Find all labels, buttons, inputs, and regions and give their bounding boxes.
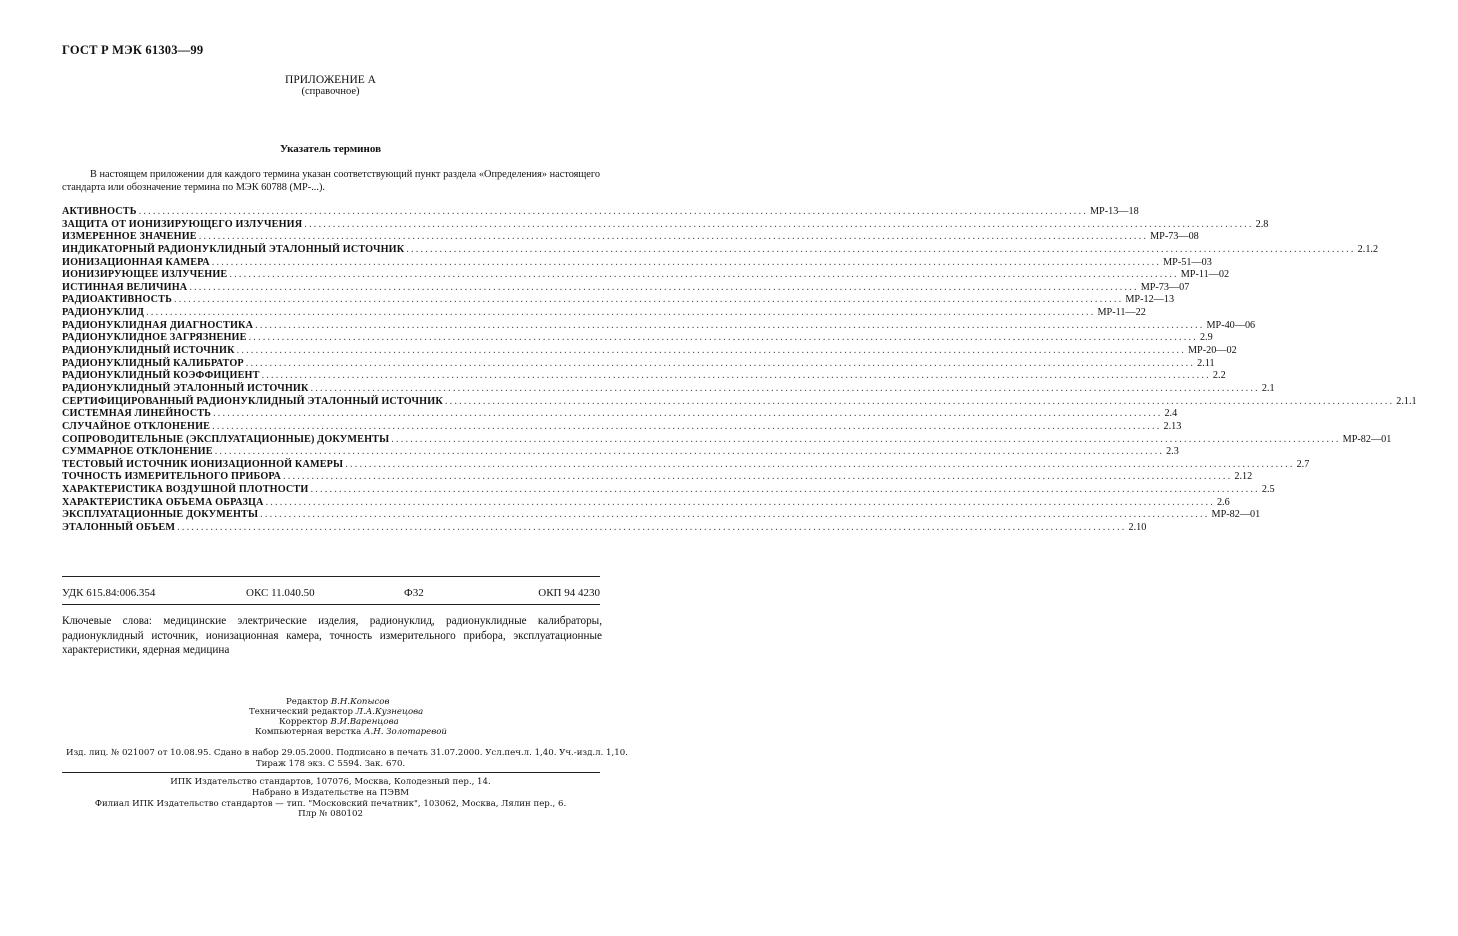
term-reference: МР-51—03 (1163, 256, 1212, 268)
leader-dots: ........................................................................................................................................................................................................ (146, 307, 1096, 319)
term-reference: МР-73—07 (1140, 281, 1190, 293)
term-row (62, 395, 1417, 409)
term-row (62, 307, 1146, 320)
term-name: РАДИОНУКЛИДНАЯ ДИАГНОСТИКА (62, 319, 254, 331)
term-name: ТЕСТОВЫЙ ИСТОЧНИК ИОНИЗАЦИОННОЙ КАМЕРЫ (62, 458, 344, 470)
credit-editor: Редактор В.Н.Копысов (286, 697, 390, 707)
term-name: ЗАЩИТА ОТ ИОНИЗИРУЮЩЕГО ИЗЛУЧЕНИЯ (62, 218, 303, 230)
term-reference: МР-82—01 (1211, 509, 1261, 521)
term-name: СЛУЧАЙНОЕ ОТКЛОНЕНИЕ (62, 420, 211, 432)
term-row (62, 269, 1230, 282)
leader-dots: ........................................................................................................................................................................................................ (310, 382, 1260, 394)
term-row (62, 433, 1392, 447)
leader-dots: ........................................................................................................................................................................................................ (261, 370, 1211, 382)
term-name: СУММАРНОЕ ОТКЛОНЕНИЕ (62, 446, 213, 458)
leader-dots: ........................................................................................................................................................................................................ (265, 496, 1215, 508)
term-reference: 2.9 (1199, 332, 1213, 344)
appendix-subtitle: (справочное) (301, 86, 360, 97)
term-row (62, 446, 1179, 459)
leader-dots: ........................................................................................................................................................................................................ (260, 509, 1210, 521)
term-row (62, 471, 1253, 484)
term-row (62, 231, 1199, 244)
printer-line-1: ИПК Издательство стандартов, 107076, Москва, Колодезный пер., 14. (170, 777, 491, 787)
okp-code: ОКП 94 4230 (538, 587, 600, 599)
term-name: ХАРАКТЕРИСТИКА ВОЗДУШНОЙ ПЛОТНОСТИ (62, 484, 309, 496)
credit-layout: Компьютерная верстка А.Н. Золотаревой (255, 727, 447, 737)
term-row (62, 382, 1275, 396)
term-name: ХАРАКТЕРИСТИКА ОБЪЕМА ОБРАЗЦА (62, 496, 264, 508)
leader-dots: ........................................................................................................................................................................................................ (444, 395, 1395, 407)
term-row (62, 522, 1147, 535)
divider-printer (62, 772, 600, 773)
leader-dots: ........................................................................................................................................................................................................ (229, 269, 1179, 281)
term-name: СИСТЕМНАЯ ЛИНЕЙНОСТЬ (62, 408, 212, 420)
term-reference: МР-11—22 (1097, 307, 1146, 319)
term-name: РАДИОНУКЛИДНЫЙ ИСТОЧНИК (62, 345, 235, 357)
term-name: ЭКСПЛУАТАЦИОННЫЕ ДОКУМЕНТЫ (62, 509, 259, 521)
document-code: ГОСТ Р МЭК 61303—99 (62, 43, 204, 57)
term-row (62, 496, 1230, 510)
leader-dots: ........................................................................................................................................................................................................ (248, 332, 1198, 344)
term-name: АКТИВНОСТЬ (62, 206, 137, 217)
term-reference: 2.4 (1164, 408, 1178, 420)
keywords: Ключевые слова: медицинские электрические изделия, радионуклид, радионуклидные калибраторы, радионуклидный источник, ионизационная камера, точность измерительного прибора, эксплуатационные характеристики, ядерная медицина (62, 615, 602, 656)
term-row (62, 281, 1190, 295)
appendix-title: ПРИЛОЖЕНИЕ А (285, 74, 376, 86)
term-name: ИНДИКАТОРНЫЙ РАДИОНУКЛИДНЫЙ ЭТАЛОННЫЙ ИСТОЧНИК (62, 243, 405, 255)
divider-top (62, 576, 600, 577)
term-name: ИОНИЗИРУЮЩЕЕ ИЗЛУЧЕНИЕ (62, 269, 228, 281)
term-reference: МР-82—01 (1342, 433, 1392, 445)
term-name: ИЗМЕРЕННОЕ ЗНАЧЕНИЕ (62, 231, 197, 243)
term-reference: 2.1 (1261, 382, 1275, 394)
index-title: Указатель терминов (279, 143, 382, 155)
term-name: РАДИОНУКЛИДНЫЙ КАЛИБРАТОР (62, 357, 244, 369)
terms-list (62, 206, 1417, 535)
printer-block (0, 777, 661, 820)
term-reference: 2.5 (1261, 484, 1275, 496)
term-reference: 2.10 (1128, 522, 1147, 534)
udk-code: УДК 615.84:006.354 (62, 587, 156, 599)
term-name: СОПРОВОДИТЕЛЬНЫЕ (ЭКСПЛУАТАЦИОННЫЕ) ДОКУМЕНТЫ (62, 433, 390, 445)
term-reference: 2.12 (1234, 471, 1253, 483)
term-reference: 2.6 (1216, 496, 1230, 508)
term-row (62, 408, 1178, 421)
term-row (62, 332, 1213, 345)
leader-dots: ........................................................................................................................................................................................................ (189, 281, 1139, 293)
term-reference: 2.1.2 (1357, 243, 1379, 255)
term-row (62, 256, 1212, 270)
term-row (62, 319, 1256, 333)
leader-dots: ........................................................................................................................................................................................................ (310, 484, 1260, 496)
term-reference: 2.8 (1255, 218, 1269, 230)
term-reference: 2.11 (1197, 357, 1215, 369)
leader-dots: ........................................................................................................................................................................................................ (198, 231, 1149, 243)
leader-dots: ........................................................................................................................................................................................................ (345, 458, 1295, 470)
term-row (62, 484, 1275, 497)
term-row (62, 218, 1269, 232)
credit-corrector: Корректор В.И.Варенцова (279, 717, 399, 727)
leader-dots: ........................................................................................................................................................................................................ (283, 471, 1233, 483)
term-row (62, 370, 1226, 383)
printer-line-4: Плр № 080102 (298, 809, 363, 820)
term-row (62, 243, 1379, 257)
oks-code: ОКС 11.040.50 (246, 587, 315, 599)
term-name: ЭТАЛОННЫЙ ОБЪЕМ (62, 522, 176, 534)
leader-dots: ........................................................................................................................................................................................................ (177, 522, 1127, 534)
publication-line-1: Изд. лиц. № 021007 от 10.08.95. Сдано в набор 29.05.2000. Подписано в печать 31.07.2000. Усл.печ.л. 1,40. Уч.-изд.л. 1,10. (66, 748, 628, 758)
term-reference: 2.2 (1212, 370, 1226, 382)
leader-dots: ........................................................................................................................................................................................................ (174, 294, 1124, 306)
leader-dots: ........................................................................................................................................................................................................ (212, 420, 1162, 432)
term-name: РАДИОНУКЛИДНЫЙ КОЭФФИЦИЕНТ (62, 370, 260, 382)
term-name: ИСТИННАЯ ВЕЛИЧИНА (62, 281, 188, 293)
term-name: РАДИОНУКЛИДНЫЙ ЭТАЛОННЫЙ ИСТОЧНИК (62, 382, 309, 394)
term-reference: 2.3 (1166, 446, 1179, 458)
term-name: ИОНИЗАЦИОННАЯ КАМЕРА (62, 256, 210, 268)
leader-dots: ........................................................................................................................................................................................................ (255, 319, 1205, 331)
leader-dots: ........................................................................................................................................................................................................ (214, 446, 1165, 458)
index-intro: В настоящем приложении для каждого термина указан соответствующий пункт раздела «Определения» настоящего стандарта или обозначение термина по МЭК 60788 (МР-...). (62, 169, 600, 193)
printer-line-2: Набрано в Издательстве на ПЭВМ (251, 787, 410, 798)
divider-bottom (62, 604, 600, 605)
leader-dots: ........................................................................................................................................................................................................ (236, 345, 1186, 357)
term-name: ТОЧНОСТЬ ИЗМЕРИТЕЛЬНОГО ПРИБОРА (62, 471, 281, 483)
term-reference: МР-73—08 (1150, 231, 1199, 243)
term-row (62, 206, 1139, 219)
term-row (62, 458, 1310, 472)
term-row (62, 509, 1261, 522)
leader-dots: ........................................................................................................................................................................................................ (245, 357, 1196, 369)
term-reference: МР-13—18 (1090, 206, 1139, 217)
term-reference: МР-40—06 (1206, 319, 1256, 331)
term-reference: МР-12—13 (1125, 294, 1175, 306)
term-row (62, 345, 1237, 358)
term-reference: 2.7 (1296, 458, 1310, 470)
term-row (62, 420, 1182, 434)
term-name: РАДИОНУКЛИДНОЕ ЗАГРЯЗНЕНИЕ (62, 332, 247, 344)
term-reference: МР-11—02 (1180, 269, 1230, 281)
leader-dots: ........................................................................................................................................................................................................ (213, 408, 1163, 420)
term-name: РАДИОНУКЛИД (62, 307, 145, 319)
credit-tech-editor: Технический редактор Л.А.Кузнецова (249, 707, 424, 717)
term-row (62, 357, 1215, 371)
term-reference: 2.13 (1163, 420, 1182, 432)
term-name: РАДИОАКТИВНОСТЬ (62, 294, 172, 306)
term-row (62, 294, 1175, 307)
term-name: СЕРТИФИЦИРОВАННЫЙ РАДИОНУКЛИДНЫЙ ЭТАЛОННЫЙ ИСТОЧНИК (62, 395, 443, 407)
leader-dots: ........................................................................................................................................................................................................ (406, 243, 1356, 255)
printer-line-3: Филиал ИПК Издательство стандартов — тип. "Московский печатник", 103062, Москва, Лялин пер., 6. (94, 798, 567, 809)
leader-dots: ........................................................................................................................................................................................................ (211, 256, 1162, 268)
term-reference: 2.1.1 (1396, 395, 1417, 407)
leader-dots: ........................................................................................................................................................................................................ (304, 218, 1254, 230)
leader-dots: ........................................................................................................................................................................................................ (138, 206, 1088, 217)
f-code: Ф32 (404, 587, 424, 599)
publication-line-2: Тираж 178 экз. С 5594. Зак. 670. (255, 759, 406, 769)
leader-dots: ........................................................................................................................................................................................................ (391, 433, 1341, 445)
term-reference: МР-20—02 (1188, 345, 1237, 357)
